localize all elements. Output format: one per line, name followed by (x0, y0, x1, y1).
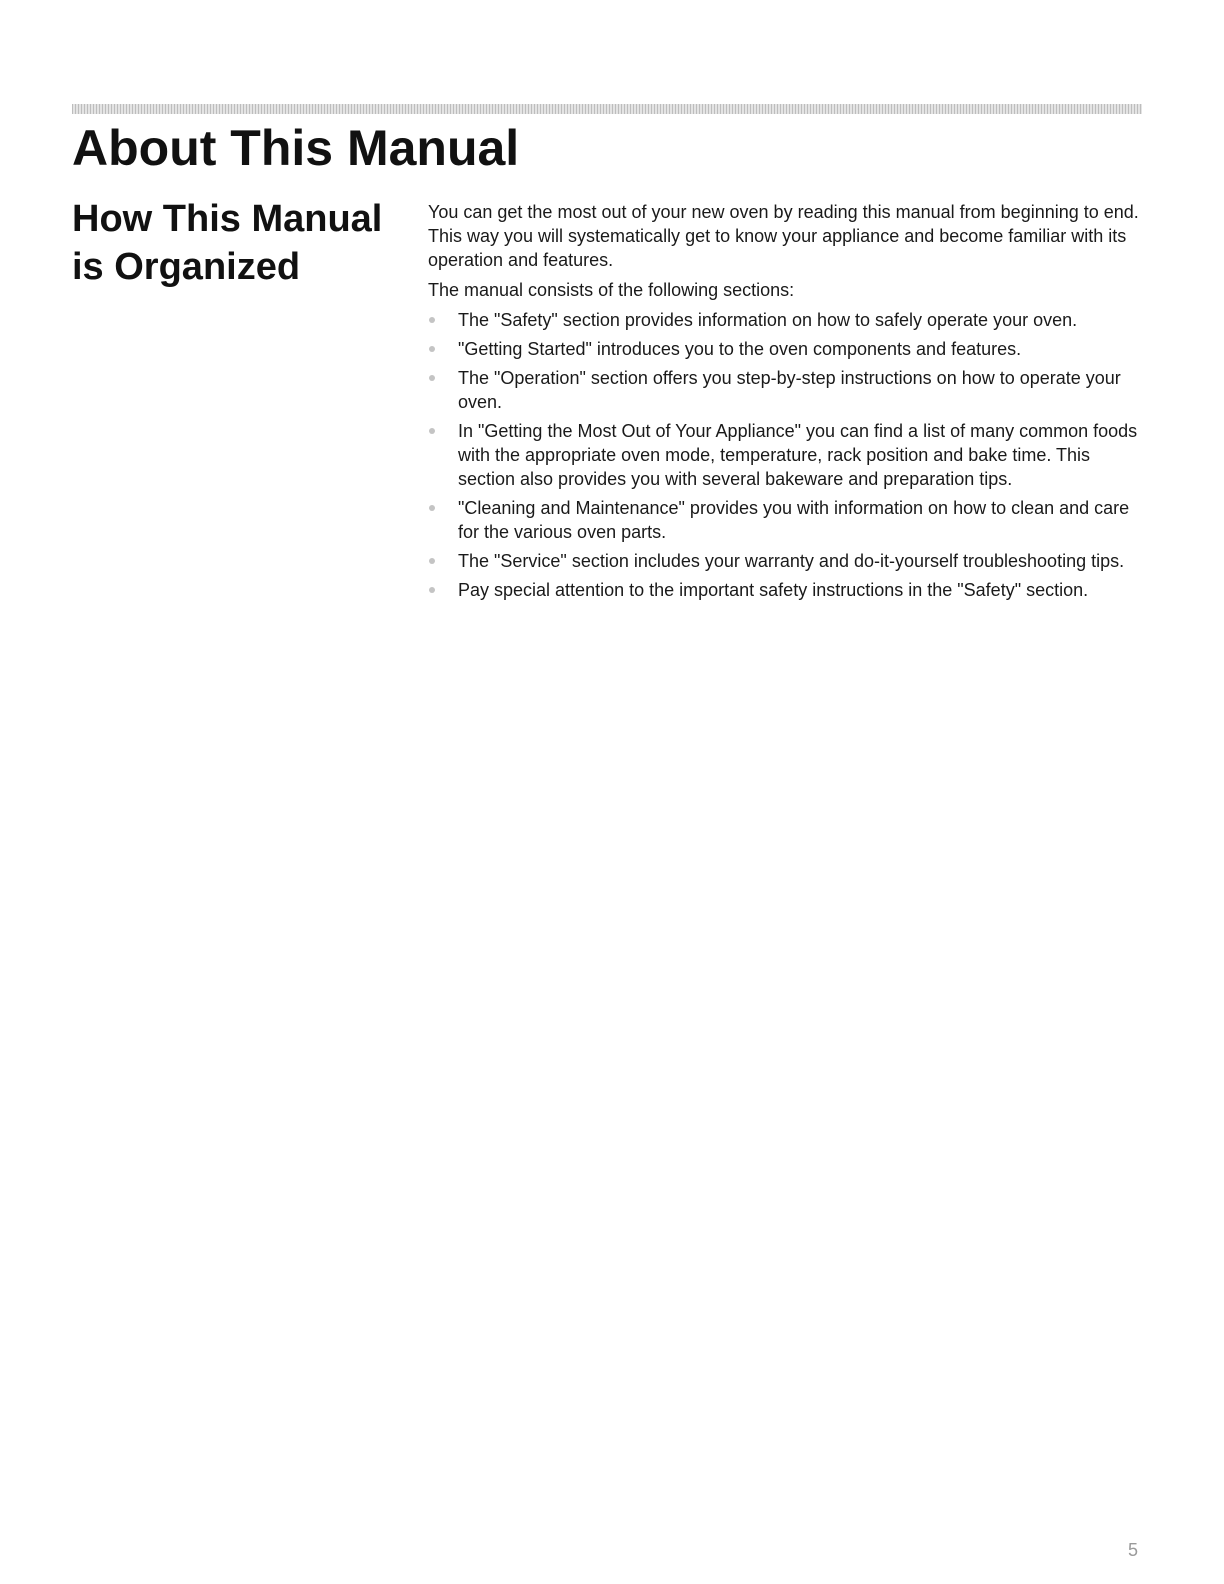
page-title: About This Manual (72, 120, 520, 176)
section-heading-line-1: How This Manual (72, 198, 383, 240)
list-item-text: The "Safety" section provides information on how to safely operate your oven. (458, 310, 1078, 330)
list-item (428, 337, 1148, 361)
list-item-text: Pay special attention to the important safety instructions in the "Safety" section. (458, 580, 1089, 600)
bullet-icon (429, 558, 435, 564)
page-number: 5 (1128, 1540, 1139, 1560)
list-item-text: "Getting Started" introduces you to the oven components and features. (458, 339, 1022, 359)
bullet-icon (429, 587, 435, 593)
header-rule (72, 104, 1142, 114)
section-heading-line-2: is Organized (72, 246, 301, 288)
bullet-icon (429, 505, 435, 511)
list-item (428, 549, 1148, 573)
bullet-icon (429, 346, 435, 352)
intro-paragraph: You can get the most out of your new oven by reading this manual from beginning to end. This way you will systematically get to know your appliance and become familiar with its operation and features. (428, 202, 1139, 270)
list-item (428, 419, 1148, 491)
list-item (428, 366, 1148, 414)
section-list (428, 308, 1148, 602)
list-item-text: In "Getting the Most Out of Your Appliance" you can find a list of many common foods with the appropriate oven mode, temperature, rack position and bake time. This section also provides you with several bakeware and preparation tips. (458, 421, 1138, 489)
section-body (428, 200, 1148, 607)
bullet-icon (429, 375, 435, 381)
list-item (428, 496, 1148, 544)
list-item (428, 578, 1148, 602)
section-heading (72, 195, 412, 291)
list-item (428, 308, 1148, 332)
list-item-text: "Cleaning and Maintenance" provides you with information on how to clean and care for the various oven parts. (458, 498, 1130, 542)
list-item-text: The "Service" section includes your warranty and do-it-yourself troubleshooting tips. (458, 551, 1125, 571)
bullet-icon (429, 317, 435, 323)
list-item-text: The "Operation" section offers you step-by-step instructions on how to operate your oven. (458, 368, 1121, 412)
lead-paragraph: The manual consists of the following sections: (428, 280, 795, 300)
bullet-icon (429, 428, 435, 434)
